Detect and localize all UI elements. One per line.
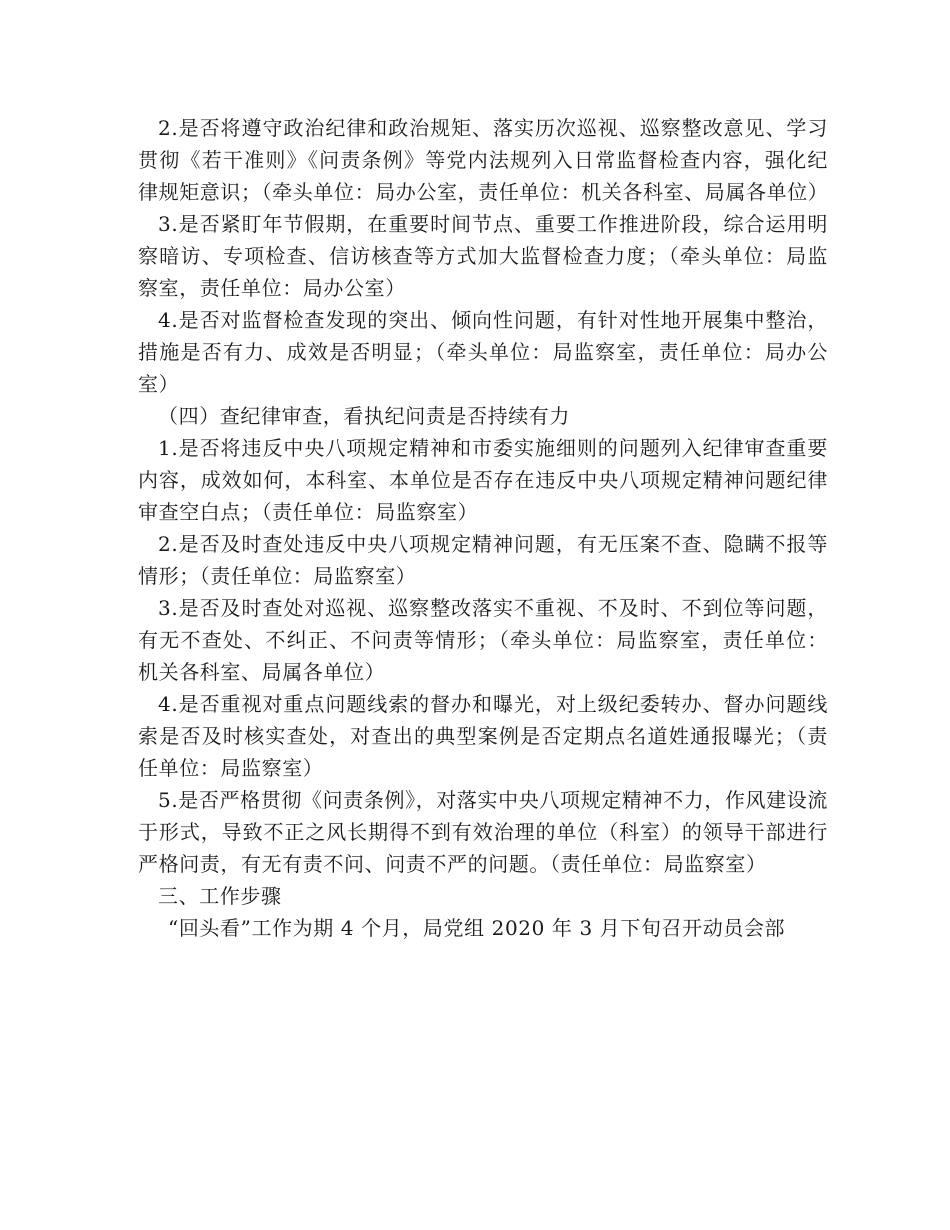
list-item: 2.是否将遵守政治纪律和政治规矩、落实历次巡视、巡察整改意见、学习贯彻《若干准则》《问责条例》等党内法规列入日常监督检查内容，强化纪律规矩意识；（牵头单位：局办公室，责任单位：机关各科室、局属各单位）: [138, 116, 829, 204]
list-item: 1.是否将违反中央八项规定精神和市委实施细则的问题列入纪律审查重要内容，成效如何，本科室、本单位是否存在违反中央八项规定精神问题纪律审查空白点；（责任单位：局监察室）: [138, 436, 828, 524]
section-subheading: （四）查纪律审查，看执纪问责是否持续有力: [158, 404, 570, 428]
list-item: 4.是否对监督检查发现的突出、倾向性问题，有针对性地开展集中整治，措施是否有力、成效是否明显；（牵头单位：局监察室，责任单位：局办公室）: [138, 308, 828, 396]
body-paragraph: “回头看”工作为期 4 个月，局党组 2020 年 3 月下旬召开动员会部: [168, 916, 786, 940]
section-heading: 三、工作步骤: [158, 884, 282, 908]
list-item: 5.是否严格贯彻《问责条例》，对落实中央八项规定精神不力，作风建设流于形式，导致不正之风长期得不到有效治理的单位（科室）的领导干部进行严格问责，有无有责不问、问责不严的问题。（责任单位：局监察室）: [138, 788, 828, 876]
list-item: 4.是否重视对重点问题线索的督办和曝光，对上级纪委转办、督办问题线索是否及时核实查处，对查出的典型案例是否定期点名道姓通报曝光；（责任单位：局监察室）: [138, 692, 828, 780]
list-item: 3.是否及时查处对巡视、巡察整改落实不重视、不及时、不到位等问题，有无不查处、不纠正、不问责等情形；（牵头单位：局监察室，责任单位：机关各科室、局属各单位）: [138, 596, 828, 684]
list-item: 2.是否及时查处违反中央八项规定精神问题，有无压案不查、隐瞒不报等情形；（责任单位：局监察室）: [138, 532, 828, 588]
list-item: 3.是否紧盯年节假期，在重要时间节点、重要工作推进阶段，综合运用明察暗访、专项检查、信访核查等方式加大监督检查力度；（牵头单位：局监察室，责任单位：局办公室）: [138, 212, 828, 300]
document-body: [138, 112, 828, 944]
